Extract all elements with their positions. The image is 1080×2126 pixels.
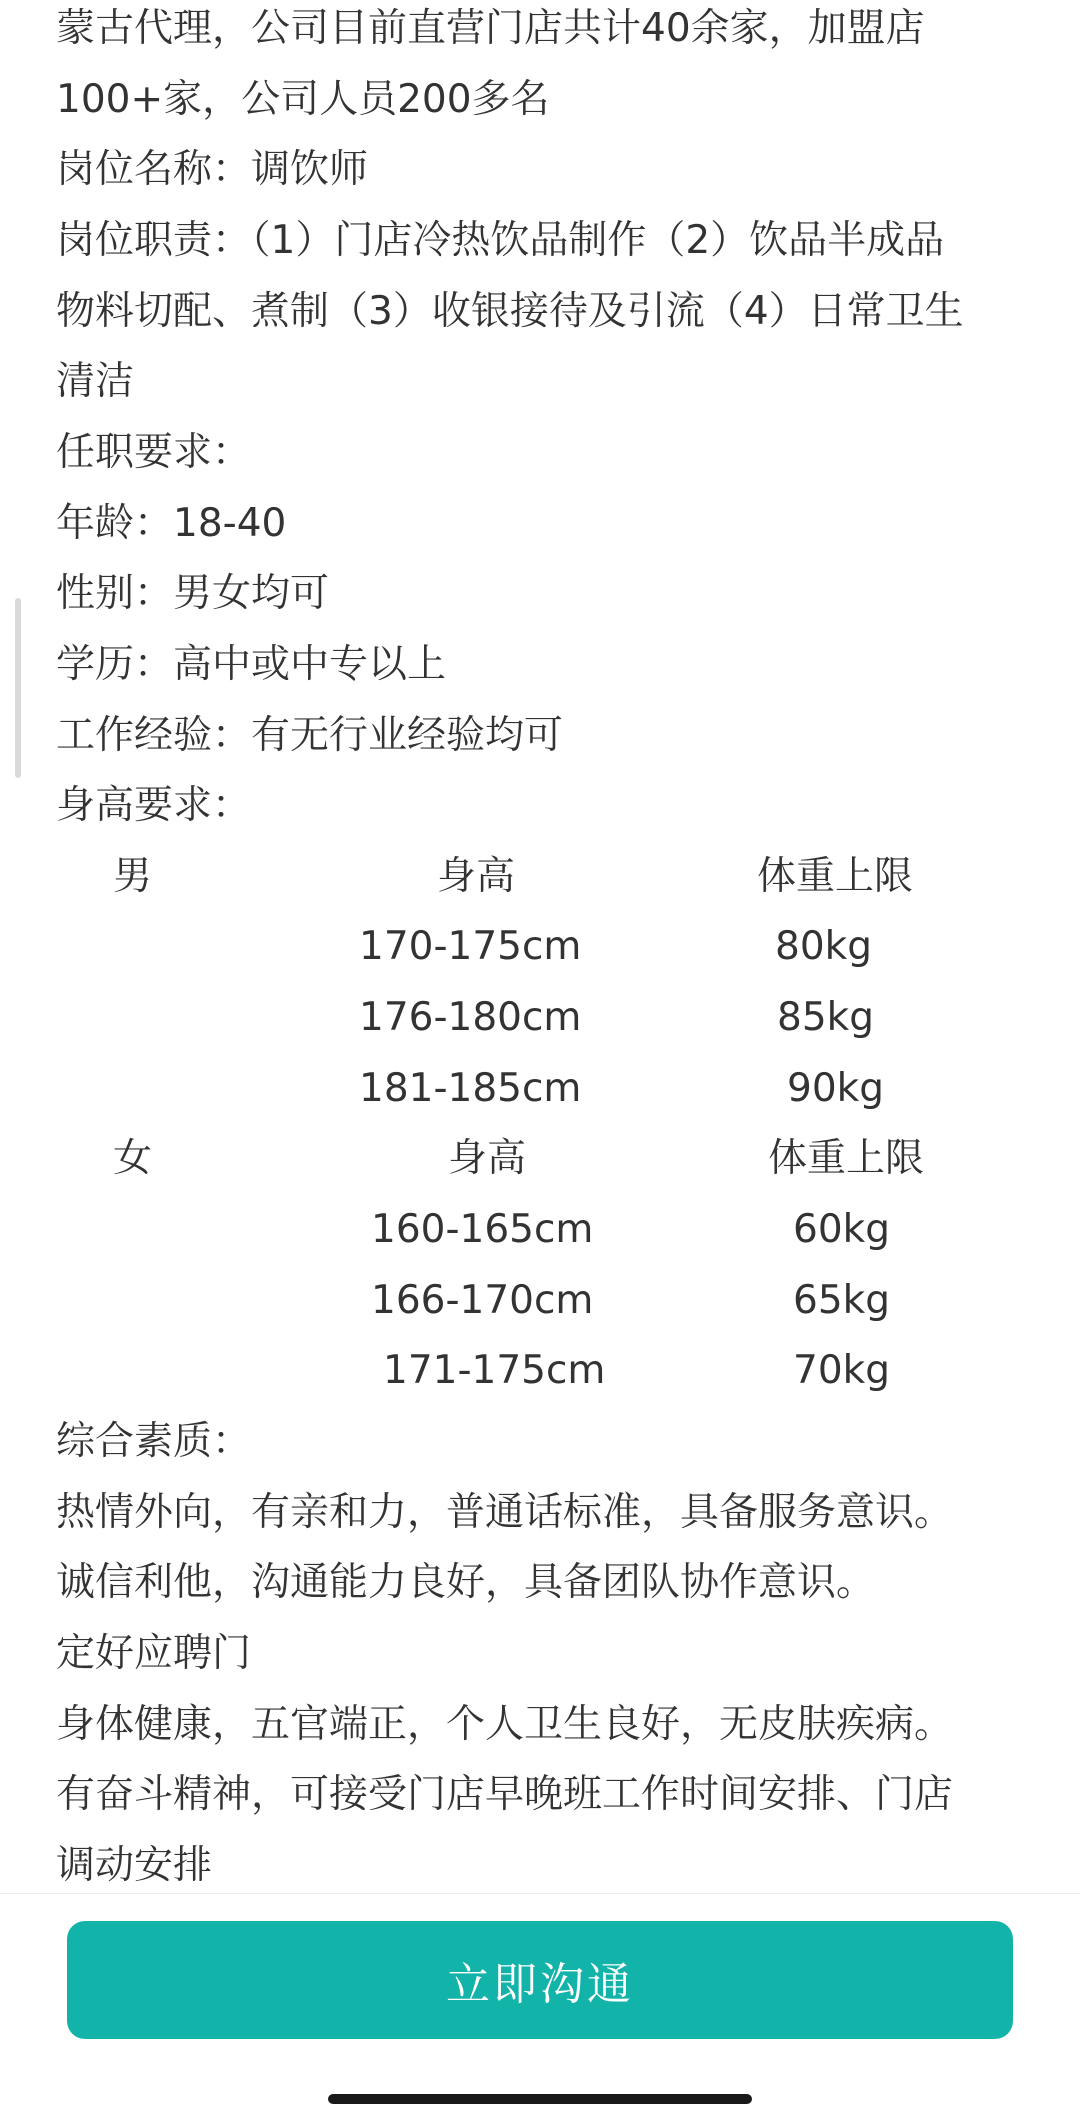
weight-cell: 65kg <box>793 1278 890 1323</box>
description-line: 蒙古代理，公司目前直营门店共计40余家，加盟店 <box>56 6 925 51</box>
home-indicator[interactable] <box>328 2094 752 2104</box>
height-cell: 171-175cm <box>383 1348 606 1393</box>
weight-cell: 90kg <box>787 1066 884 1111</box>
weight-cell: 85kg <box>777 995 874 1040</box>
scroll-indicator[interactable] <box>15 598 21 778</box>
quality-line: 有奋斗精神，可接受门店早晚班工作时间安排、门店 <box>56 1772 954 1817</box>
gender-label-female: 女 <box>113 1136 153 1181</box>
height-cell: 160-165cm <box>371 1207 594 1252</box>
column-header-weight: 体重上限 <box>757 854 914 899</box>
quality-line: 诚信利他，沟通能力良好，具备团队协作意识。 <box>56 1560 876 1605</box>
height-requirement-heading: 身高要求： <box>56 783 252 828</box>
quality-line: 调动安排 <box>56 1843 213 1888</box>
quality-line: 定好应聘门 <box>56 1631 252 1676</box>
gender-line: 性别：男女均可 <box>56 571 330 616</box>
duties-line: 清洁 <box>56 359 135 404</box>
column-header-weight: 体重上限 <box>768 1136 925 1181</box>
height-cell: 166-170cm <box>371 1278 594 1323</box>
weight-cell: 80kg <box>775 924 872 969</box>
duties-line: 岗位职责：（1）门店冷热饮品制作（2）饮品半成品 <box>56 218 945 263</box>
column-header-height: 身高 <box>448 1136 527 1181</box>
height-cell: 176-180cm <box>359 995 582 1040</box>
job-title-line: 岗位名称：调饮师 <box>56 147 369 192</box>
experience-line: 工作经验：有无行业经验均可 <box>56 713 564 758</box>
column-header-height: 身高 <box>437 854 516 899</box>
quality-heading: 综合素质： <box>56 1419 252 1464</box>
chat-now-button[interactable]: 立即沟通 <box>67 1921 1013 2039</box>
quality-line: 身体健康，五官端正，个人卫生良好，无皮肤疾病。 <box>56 1702 954 1747</box>
height-cell: 170-175cm <box>359 924 582 969</box>
description-line: 100+家，公司人员200多名 <box>56 77 550 122</box>
quality-line: 热情外向，有亲和力，普通话标准，具备服务意识。 <box>56 1490 954 1535</box>
duties-line: 物料切配、煮制（3）收银接待及引流（4）日常卫生 <box>56 289 964 334</box>
weight-cell: 70kg <box>793 1348 890 1393</box>
age-line: 年龄：18-40 <box>56 501 287 546</box>
weight-cell: 60kg <box>793 1207 890 1252</box>
gender-label-male: 男 <box>113 854 153 899</box>
height-cell: 181-185cm <box>359 1066 582 1111</box>
requirements-heading: 任职要求： <box>56 430 252 475</box>
education-line: 学历：高中或中专以上 <box>56 642 447 687</box>
